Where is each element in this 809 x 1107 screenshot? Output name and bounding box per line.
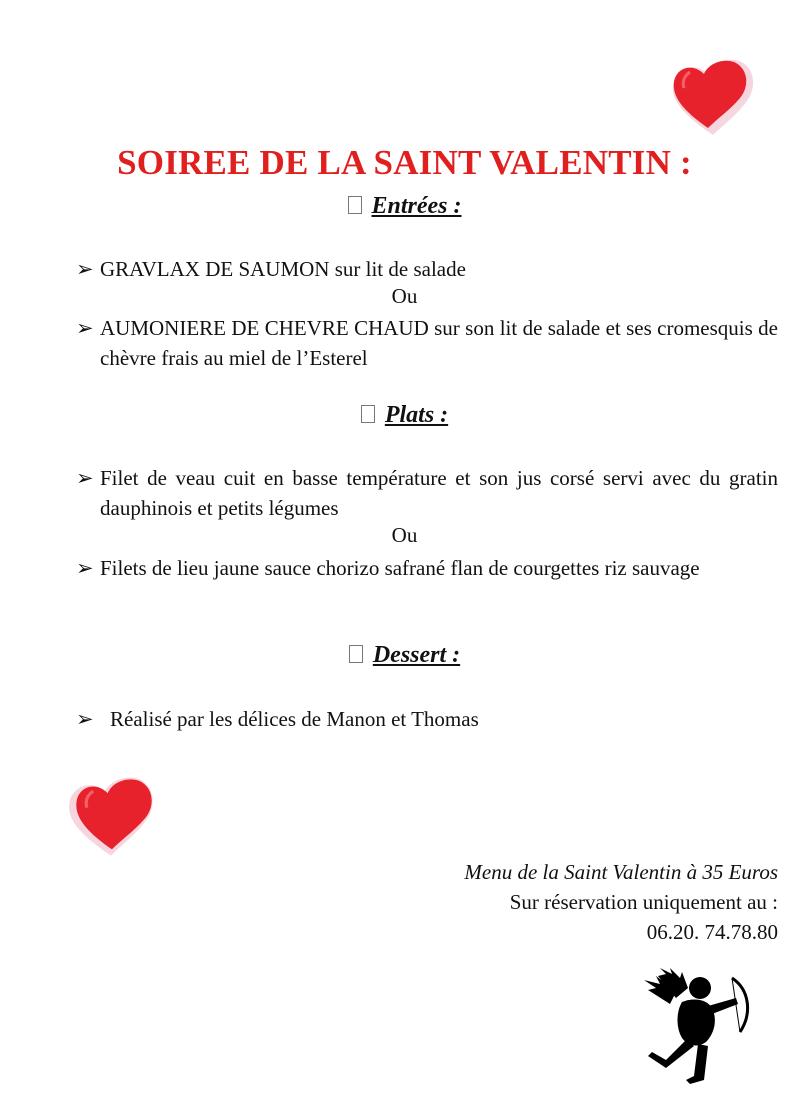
heart-icon <box>62 770 166 858</box>
arrow-bullet-icon: ➢ <box>76 257 94 281</box>
checkbox-square-icon <box>349 645 363 663</box>
arrow-bullet-icon: ➢ <box>76 316 94 340</box>
arrow-bullet-icon: ➢ <box>76 466 94 490</box>
cupid-icon <box>636 968 756 1084</box>
checkbox-square-icon <box>361 405 375 423</box>
footer-price: Menu de la Saint Valentin à 35 Euros <box>464 860 778 884</box>
menu-item: ➢ Réalisé par les délices de Manon et Thomas <box>76 704 778 734</box>
menu-item: ➢ GRAVLAX DE SAUMON sur lit de salade <box>76 254 778 284</box>
section-dessert-heading: Dessert : <box>0 642 809 669</box>
menu-item: ➢ AUMONIERE DE CHEVRE CHAUD sur son lit de salade et ses cromesquis de chèvre frais au miel de l’Esterel <box>76 313 778 373</box>
separator-ou: Ou <box>391 284 418 308</box>
arrow-bullet-icon: ➢ <box>76 556 94 580</box>
section-plats-heading: Plats : <box>0 402 809 429</box>
footer-reservation: Sur réservation uniquement au : <box>509 890 778 914</box>
menu-item: ➢ Filets de lieu jaune sauce chorizo safrané flan de courgettes riz sauvage <box>76 553 778 583</box>
arrow-bullet-icon: ➢ <box>76 707 94 731</box>
separator-ou: Ou <box>391 523 418 547</box>
section-entrees-heading: Entrées : <box>0 193 809 220</box>
page-title: SOIREE DE LA SAINT VALENTIN : <box>117 143 692 182</box>
menu-item: ➢ Filet de veau cuit en basse température et son jus corsé servi avec du gratin dauphinois et petits légumes <box>76 463 778 523</box>
checkbox-square-icon <box>348 196 362 214</box>
footer-phone: 06.20. 74.78.80 <box>646 920 778 944</box>
heart-icon <box>660 52 760 136</box>
